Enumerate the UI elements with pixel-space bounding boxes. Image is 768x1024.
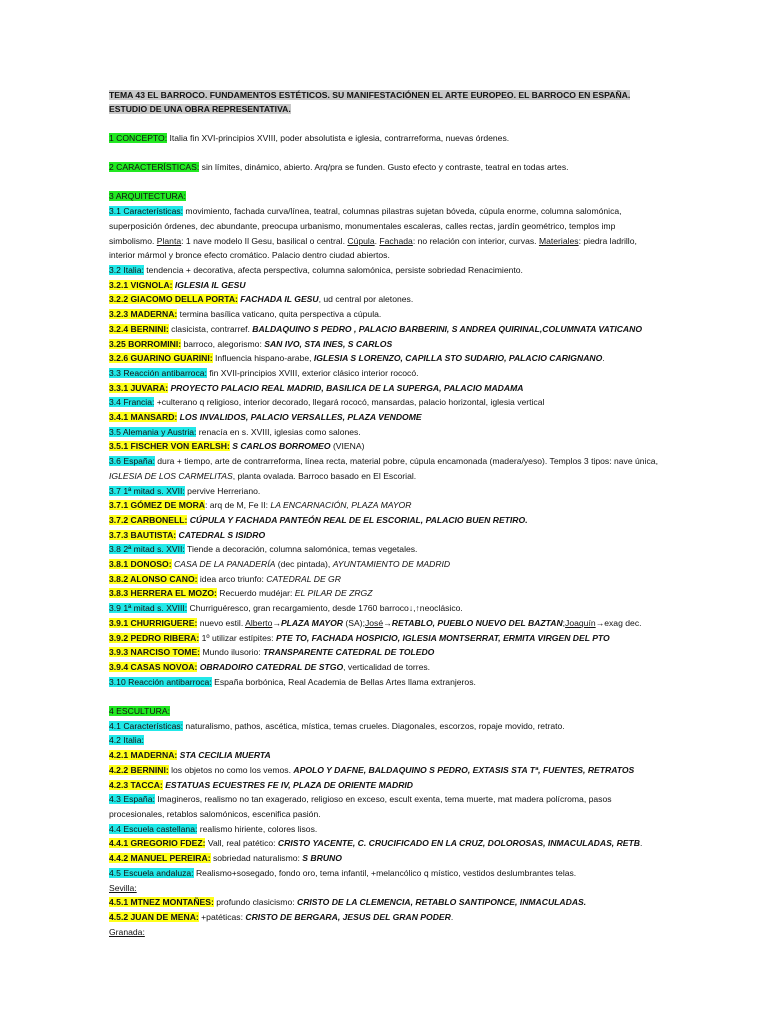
text-line xyxy=(109,675,661,690)
text-line xyxy=(109,278,661,293)
text-line xyxy=(109,513,661,528)
section-label: 4.2.1 MADERNA: xyxy=(109,750,178,761)
text-line xyxy=(109,851,661,866)
text-line xyxy=(109,542,661,557)
text-run: ; xyxy=(562,617,566,628)
section-label: 3.9 1ª mitad s. XVIII: xyxy=(109,603,188,614)
section-label: 4.4.1 GREGORIO FDEZ: xyxy=(109,838,206,849)
text-run: EL PILAR DE ZRGZ xyxy=(294,588,373,599)
text-line xyxy=(109,866,661,881)
section-label: 3.8 2ª mitad s. XVII: xyxy=(109,544,185,555)
text-run: Granada: xyxy=(109,926,145,937)
text-run: CRISTO YACENTE, C. CRUCIFICADO EN LA CRUZ, DOLOROSAS, INMACULADAS, RETB xyxy=(277,838,640,849)
text-run: España borbónica, Real Academia de Bellas Artes llama extranjeros. xyxy=(211,676,476,687)
text-run: , ud central por aletones. xyxy=(318,294,414,305)
text-line xyxy=(109,484,661,499)
text-line xyxy=(109,792,661,821)
text-line xyxy=(109,131,661,146)
text-line xyxy=(109,895,661,910)
text-line xyxy=(109,836,661,851)
text-run: +patéticas: xyxy=(198,911,246,922)
text-run: CRISTO DE LA CLEMENCIA, RETABLO SANTIPONCE, INMACULADAS. xyxy=(297,897,587,908)
section-label: 4.5.2 JUAN DE MENA: xyxy=(109,911,199,922)
text-run: PTE TO, FACHADA HOSPICIO, IGLESIA MONTSERRAT, ERMITA VIRGEN DEL PTO xyxy=(275,632,610,643)
text-run: CRISTO DE BERGARA, JESUS DEL GRAN PODER xyxy=(245,911,451,922)
text-run: fin XVII-principios XVIII, exterior clásico interior rococó. xyxy=(206,367,419,378)
section-label: 3.4 Francia: xyxy=(109,397,155,408)
section-label: 3.9.1 CHURRIGUERE: xyxy=(109,617,198,628)
text-run: (VIENA) xyxy=(330,441,365,452)
document-page xyxy=(109,89,661,939)
text-run: los objetos no como los vemos. xyxy=(168,764,294,775)
text-run: IGLESIA DE LOS CARMELITAS xyxy=(109,470,233,481)
blank-line xyxy=(109,689,661,704)
text-run: IGLESIA S LORENZO, CAPILLA STO SUDARIO, PALACIO CARIGNANO xyxy=(313,353,603,364)
text-run: tendencia + decorativa, afecta perspectiva, columna salomónica, persiste sobriedad Renacimiento. xyxy=(143,264,523,275)
text-run: Influencia hispano-arabe, xyxy=(212,353,314,364)
document-title-text: TEMA 43 EL BARROCO. FUNDAMENTOS ESTÉTICOS. SU MANIFESTACIÓNEN EL ARTE EUROPEO. EL BARROCO EN ESPAÑA. ESTUDIO DE UNA OBRA REPRESENTATIVA. xyxy=(109,90,631,114)
text-run: barroco, alegorismo: xyxy=(181,338,265,349)
text-run: : 1 nave modelo Il Gesu, basilical o central. xyxy=(181,235,348,246)
text-run: OBRADOIRO CATEDRAL DE STGO xyxy=(197,661,344,672)
text-run: LA ENCARNACIÓN, PLAZA MAYOR xyxy=(270,500,412,511)
text-run: S CARLOS BORROMEO xyxy=(229,441,331,452)
text-run: clasicista, contrarref. xyxy=(168,323,253,334)
section-label: 3.5.1 FISCHER VON EARLSH: xyxy=(109,441,230,452)
text-line xyxy=(109,660,661,675)
text-run: Fachada xyxy=(379,235,413,246)
text-run: , verticalidad de torres. xyxy=(343,661,431,672)
section-label: 4.4.2 MANUEL PEREIRA: xyxy=(109,853,211,864)
section-label: 4.5 Escuela andaluza: xyxy=(109,867,194,878)
section-label: 4.4 Escuela castellana: xyxy=(109,823,198,834)
text-run: Materiales xyxy=(538,235,579,246)
section-label: 3.8.3 HERRERA EL MOZO: xyxy=(109,588,217,599)
text-run: PROYECTO PALACIO REAL MADRID, BASILICA DE LA SUPERGA, PALACIO MADAMA xyxy=(168,382,524,393)
section-label: 3.2.3 MADERNA: xyxy=(109,309,178,320)
text-line xyxy=(109,822,661,837)
text-run: S BRUNO xyxy=(302,853,342,864)
section-label: 4.2 Italia: xyxy=(109,735,144,746)
text-line xyxy=(109,925,661,940)
section-label: 4.5.1 MTNEZ MONTAÑES: xyxy=(109,897,214,908)
text-run: pervive Herreriano. xyxy=(184,485,261,496)
text-line xyxy=(109,189,661,204)
text-line xyxy=(109,616,661,631)
text-run: →PLAZA MAYOR xyxy=(272,617,344,628)
section-label: 3.2.1 VIGNOLA: xyxy=(109,279,173,290)
text-run: (dec pintada), xyxy=(275,559,333,570)
text-line xyxy=(109,307,661,322)
text-run: 1º utilizar estípites: xyxy=(199,632,276,643)
section-label: 3.7.3 BAUTISTA: xyxy=(109,529,177,540)
blank-line xyxy=(109,145,661,160)
text-run: Planta xyxy=(156,235,182,246)
text-run: APOLO Y DAFNE, BALDAQUINO S PEDRO, EXTASIS STA Tª, FUENTES, RETRATOS xyxy=(293,764,635,775)
text-run: sin límites, dinámico, abierto. Arq/pra se funden. Gusto efecto y contraste, teatral en todas artes. xyxy=(199,162,569,173)
text-run: Alberto xyxy=(245,617,273,628)
text-run: Churriguéresco, gran recargamiento, desde 1760 barroco↓,↑neoclásico. xyxy=(187,603,463,614)
section-label: 4.3 España: xyxy=(109,794,155,805)
text-run: CATEDRAL DE GR xyxy=(266,573,341,584)
text-run: LOS INVALIDOS, PALACIO VERSALLES, PLAZA VENDOME xyxy=(177,412,422,423)
section-label: 3.2.2 GIACOMO DELLA PORTA: xyxy=(109,294,238,305)
section-label: 4 ESCULTURA: xyxy=(109,706,170,717)
text-line xyxy=(109,601,661,616)
text-run: CÚPULA Y FACHADA PANTEÓN REAL DE EL ESCORIAL, PALACIO BUEN RETIRO. xyxy=(187,514,528,525)
section-label: 3.8.1 DONOSO: xyxy=(109,559,172,570)
text-run: termina basílica vaticano, quita perspectiva a cúpula. xyxy=(177,309,382,320)
text-run: José xyxy=(364,617,384,628)
text-line xyxy=(109,704,661,719)
text-line xyxy=(109,160,661,175)
text-line xyxy=(109,572,661,587)
text-run: AYUNTAMIENTO DE MADRID xyxy=(332,559,451,570)
text-run: . xyxy=(374,235,380,246)
text-line xyxy=(109,748,661,763)
text-line xyxy=(109,395,661,410)
document-body xyxy=(109,116,661,939)
text-run: SAN IVO, STA INES, S CARLOS xyxy=(264,338,393,349)
section-label: 3.2.6 GUARINO GUARINI: xyxy=(109,353,213,364)
text-run: +culterano q religioso, interior decorado, llegará rococó, mansardas, palacio horizontal, iglesia vertical xyxy=(154,397,545,408)
text-run: dura + tiempo, arte de contrarreforma, línea recta, material pobre, cúpula encamonada (madera/yeso). Templos 3 tipos: nave única, xyxy=(154,456,658,467)
section-label: 3.5 Alemania y Austria: xyxy=(109,426,197,437)
text-run: , planta ovalada. Barroco basado en El Escorial. xyxy=(232,470,417,481)
text-line xyxy=(109,322,661,337)
section-label: 3.10 Reacción antibarroca: xyxy=(109,676,212,687)
text-run: . xyxy=(450,911,454,922)
document-title xyxy=(109,89,661,116)
text-run: BALDAQUINO S PEDRO , PALACIO BARBERINI, S ANDREA QUIRINAL,COLUMNATA VATICANO xyxy=(252,323,643,334)
text-line xyxy=(109,586,661,601)
section-label: 3.8.2 ALONSO CANO: xyxy=(109,573,198,584)
text-run: →exag dec. xyxy=(595,617,642,628)
section-label: 3.7.2 CARBONELL: xyxy=(109,514,188,525)
text-run: realismo hiriente, colores lisos. xyxy=(197,823,318,834)
text-run: ESTATUAS ECUESTRES FE IV, PLAZA DE ORIENTE MADRID xyxy=(162,779,414,790)
text-line xyxy=(109,292,661,307)
text-run: . xyxy=(639,838,643,849)
text-run: profundo clasicismo: xyxy=(213,897,297,908)
text-run: (SA); xyxy=(343,617,365,628)
text-line xyxy=(109,410,661,425)
section-label: 3.7.1 GÓMEZ DE MORA xyxy=(109,500,205,511)
section-label: 3.1 Características: xyxy=(109,206,184,217)
section-label: 4.2.3 TACCA: xyxy=(109,779,163,790)
text-line xyxy=(109,881,661,896)
text-run: Joaquín xyxy=(565,617,596,628)
text-line xyxy=(109,528,661,543)
section-label: 2 CARACTERÍSTICAS: xyxy=(109,162,200,173)
text-line xyxy=(109,381,661,396)
text-run: . xyxy=(602,353,605,364)
text-line xyxy=(109,204,661,263)
text-run: naturalismo, pathos, ascética, mística, temas crueles. Diagonales, escorzos, ropaje movido, retrato. xyxy=(183,720,565,731)
section-label: 3.3.1 JUVARA: xyxy=(109,382,169,393)
text-run: Cúpula xyxy=(347,235,375,246)
text-run: : piedra ladrillo, interior mármol y bronce efecto cromático. Palacio dentro ciudad abiertos. xyxy=(109,235,637,261)
text-run: Sevilla: xyxy=(109,882,137,893)
text-run: CASA DE LA PANADERÍA xyxy=(171,559,276,570)
text-run: STA CECILIA MUERTA xyxy=(177,750,271,761)
text-line xyxy=(109,498,661,513)
text-run: Tiende a decoración, columna salomónica, temas vegetales. xyxy=(184,544,418,555)
section-label: 3.2.4 BERNINI: xyxy=(109,323,169,334)
text-line xyxy=(109,454,661,483)
text-run: sobriedad naturalismo: xyxy=(210,853,303,864)
text-run: movimiento, fachada curva/línea, teatral, columnas pilastras sujetan bóveda, cúpula enorme, columna salomónica, superposición órdenes, dec abundante, preocupa urbanismo, monumentales escaleras, calles rectas, jardín geométrico, templos imp simbolismo. xyxy=(109,206,622,246)
text-line xyxy=(109,719,661,734)
section-label: 1 CONCEPTO: xyxy=(109,132,168,143)
text-run: Mundo ilusorio: xyxy=(200,647,264,658)
text-run: nuevo estil. xyxy=(197,617,246,628)
text-run: idea arco triunfo: xyxy=(197,573,267,584)
text-run: CATEDRAL S ISIDRO xyxy=(176,529,266,540)
text-line xyxy=(109,557,661,572)
text-line xyxy=(109,263,661,278)
section-label: 3.6 España: xyxy=(109,456,155,467)
text-line xyxy=(109,351,661,366)
text-line xyxy=(109,439,661,454)
section-label: 3 ARQUITECTURA: xyxy=(109,191,186,202)
text-line xyxy=(109,910,661,925)
blank-line xyxy=(109,116,661,131)
section-label: 3.2 Italia: xyxy=(109,264,144,275)
section-label: 3.9.4 CASAS NOVOA: xyxy=(109,661,198,672)
text-run: Italia fin XVI-principios XVIII, poder absolutista e iglesia, contrarreforma, nuevas órdenes. xyxy=(167,132,510,143)
text-run: IGLESIA IL GESU xyxy=(172,279,246,290)
section-label: 3.4.1 MANSARD: xyxy=(109,412,178,423)
section-label: 3.25 BORROMINI: xyxy=(109,338,182,349)
section-label: 3.7 1ª mitad s. XVII: xyxy=(109,485,185,496)
text-line xyxy=(109,631,661,646)
text-line xyxy=(109,763,661,778)
section-label: 3.9.2 PEDRO RIBERA: xyxy=(109,632,200,643)
text-run: : no relación con interior, curvas. xyxy=(412,235,539,246)
section-label: 4.2.2 BERNINI: xyxy=(109,764,169,775)
text-run: TRANSPARENTE CATEDRAL DE TOLEDO xyxy=(263,647,435,658)
text-run: : arq de M, Fe II: xyxy=(204,500,271,511)
text-line xyxy=(109,366,661,381)
text-run: Realismo+sosegado, fondo oro, tema infantil, +melancólico q místico, vestidos deslumbrantes telas. xyxy=(193,867,577,878)
text-run: renacía en s. XVIII, iglesias como salones. xyxy=(196,426,361,437)
blank-line xyxy=(109,175,661,190)
text-run: Vall, real patético: xyxy=(205,838,278,849)
text-line xyxy=(109,645,661,660)
section-label: 3.3 Reacción antibarroca: xyxy=(109,367,207,378)
text-line xyxy=(109,778,661,793)
text-line xyxy=(109,425,661,440)
text-run: FACHADA IL GESU xyxy=(237,294,319,305)
section-label: 4.1 Características: xyxy=(109,720,184,731)
section-label: 3.9.3 NARCISO TOME: xyxy=(109,647,201,658)
text-line xyxy=(109,337,661,352)
text-run: Imagineros, realismo no tan exagerado, religioso en exceso, escult exenta, tema muerte, mat madera polícroma, pasos procesionales, retablos salomónicos, escenifica pasión. xyxy=(109,794,612,819)
text-run: →RETABLO, PUEBLO NUEVO DEL BAZTAN xyxy=(383,617,563,628)
text-run: Recuerdo mudéjar: xyxy=(216,588,295,599)
text-line xyxy=(109,733,661,748)
